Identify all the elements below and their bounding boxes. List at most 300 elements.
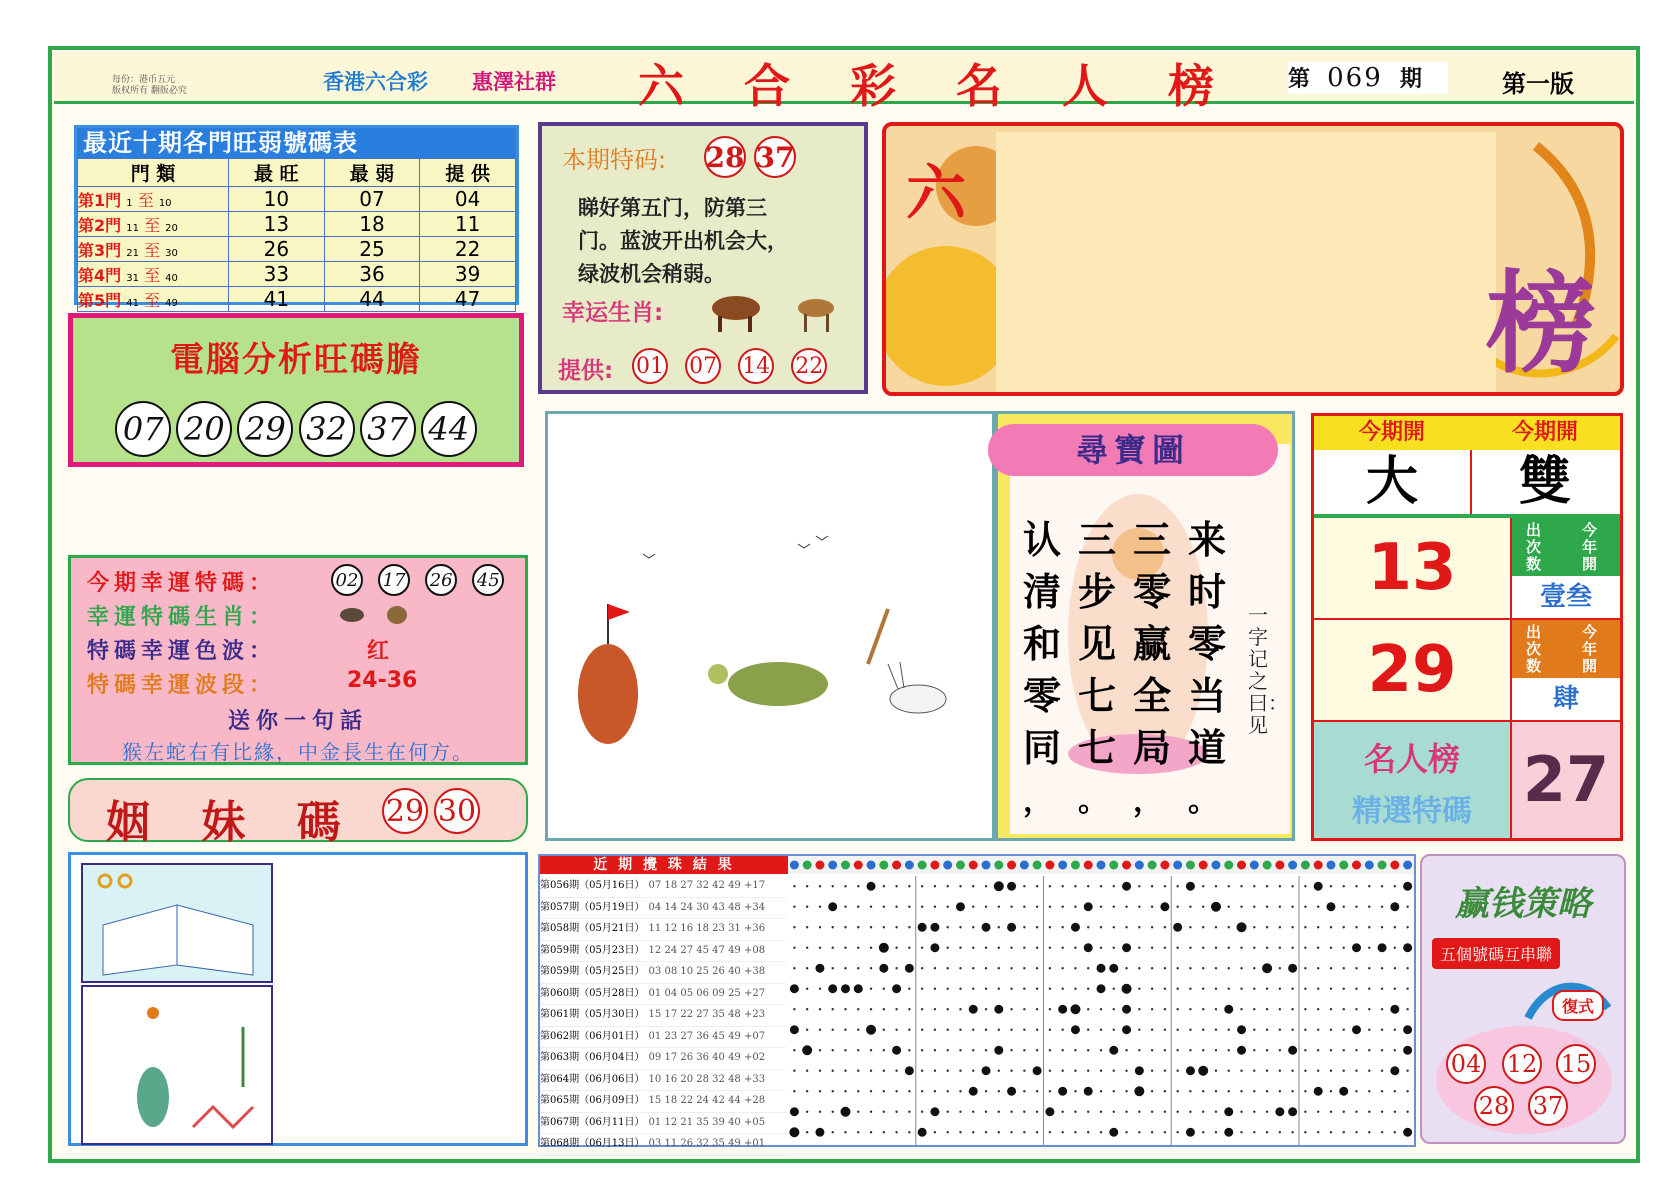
- chart-mark: [1189, 1111, 1191, 1113]
- chart-mark: [1061, 1029, 1063, 1031]
- chart-mark: [1023, 1008, 1025, 1010]
- poem-side-note: 一字记之曰：见: [1248, 603, 1288, 737]
- chart-mark: [946, 926, 948, 928]
- chart-mark: [921, 967, 923, 969]
- chart-mark: [793, 947, 795, 949]
- chart-mark: [793, 1049, 795, 1051]
- ring-icon: [119, 875, 131, 887]
- chart-mark: [1036, 1111, 1038, 1113]
- win-strategy-panel: [1420, 854, 1626, 1144]
- chart-mark: [1240, 1111, 1242, 1113]
- chart-mark: [1215, 1029, 1217, 1031]
- open-value-big: 大: [1314, 450, 1472, 514]
- chart-mark: [921, 1070, 923, 1072]
- chart-mark: [1381, 926, 1383, 928]
- chart-mark: [930, 1107, 939, 1116]
- chart-mark: [946, 906, 948, 908]
- chart-mark: [819, 1070, 821, 1072]
- chart-mark: [1176, 988, 1178, 990]
- chart-mark: [1288, 964, 1297, 973]
- chart-mark: [921, 1090, 923, 1092]
- chart-mark: [1394, 1131, 1396, 1133]
- chart-mark: [994, 881, 1004, 891]
- chart-mark: [844, 967, 846, 969]
- poem-column: 三零赢全局: [1133, 517, 1172, 770]
- chart-mark: [946, 1131, 948, 1133]
- chart-mark: [1343, 1111, 1345, 1113]
- ox-leg-icon: [748, 316, 752, 332]
- lucky-zodiac-label: 幸运生肖:: [562, 300, 664, 326]
- goat-leg-icon: [826, 314, 829, 332]
- number-ball: 07: [115, 401, 171, 457]
- row-numbers: 12 24 27 45 47 49 +08: [648, 944, 766, 956]
- poem-punct: ，: [1023, 784, 1053, 819]
- chart-mark: [972, 1029, 974, 1031]
- chart-mark: [1368, 1090, 1370, 1092]
- chart-mark: [1033, 1066, 1042, 1075]
- chart-mark: [895, 1070, 897, 1072]
- chart-mark: [1343, 1008, 1345, 1010]
- chart-mark: [1087, 1070, 1089, 1072]
- chart-mark: [1100, 1111, 1102, 1113]
- chart-mark: [1122, 882, 1131, 891]
- chart-mark: [998, 1111, 1000, 1113]
- chart-row: [540, 919, 786, 941]
- win-strategy-subtitle: 五個號碼互串聯: [1432, 938, 1560, 969]
- chart-mark: [1100, 1131, 1102, 1133]
- column-header: 最 弱: [324, 159, 420, 187]
- chart-title: 近 期 攪 珠 結 果: [540, 856, 788, 874]
- chart-mark: [1202, 885, 1204, 887]
- chart-mark: [789, 1127, 799, 1137]
- row-label: 第062期（06月01日）: [540, 1030, 645, 1042]
- row-numbers: 01 12 21 35 39 40 +05: [648, 1116, 766, 1128]
- header-ball-icon: [1314, 861, 1323, 870]
- number-ball: 14: [738, 348, 774, 384]
- sister-code-panel: [68, 778, 528, 848]
- count-tag-text: 今年開: [1582, 623, 1598, 675]
- chart-mark: [828, 984, 837, 993]
- chart-mark: [1403, 882, 1412, 891]
- chart-mark: [1189, 926, 1191, 928]
- chart-mark: [1240, 1131, 1242, 1133]
- chart-mark: [1125, 926, 1127, 928]
- chart-mark: [1010, 947, 1012, 949]
- chart-mark: [921, 1111, 923, 1113]
- row-label: 第056期（05月16日）: [540, 880, 645, 891]
- cold-number: 18: [324, 212, 420, 237]
- poem-column: 认清和零同: [1023, 517, 1062, 770]
- row-numbers: 04 14 24 30 43 48 +34: [648, 901, 766, 913]
- lucky-row-label: 特碼幸運色波：: [87, 639, 277, 664]
- chart-mark: [790, 1025, 799, 1034]
- door-table-title: 最近十期各門旺弱號碼表: [77, 128, 516, 158]
- chart-mark: [1138, 947, 1140, 949]
- chart-mark: [1330, 1029, 1332, 1031]
- bottom-left-panel: [68, 852, 528, 1146]
- chart-mark: [1368, 906, 1370, 908]
- chart-mark: [930, 943, 939, 952]
- row-label: 第063期（06月04日）: [540, 1052, 645, 1063]
- door-from: 31: [126, 272, 139, 284]
- chart-mark: [1087, 926, 1089, 928]
- door-name: 第4門: [78, 265, 122, 285]
- chart-mark: [806, 967, 808, 969]
- chart-row: [540, 984, 786, 1006]
- chart-mark: [1189, 967, 1191, 969]
- chart-mark: [1049, 1049, 1051, 1051]
- tortoise-hare-illustration: [548, 414, 992, 838]
- chart-mark: [1406, 906, 1408, 908]
- chart-mark: [1023, 906, 1025, 908]
- chart-mark: [819, 1090, 821, 1092]
- chart-mark: [972, 1049, 974, 1051]
- tip-line: 门。蓝波开出机会大，: [578, 229, 788, 253]
- door-to-word: 至: [137, 190, 154, 210]
- chart-row: [540, 941, 786, 963]
- count-number-2: 29: [1314, 620, 1512, 720]
- chart-mark: [1339, 1087, 1348, 1096]
- chart-mark: [1045, 1107, 1054, 1116]
- chart-mark: [908, 1049, 910, 1051]
- chart-mark: [1317, 906, 1319, 908]
- chart-mark: [1074, 1049, 1076, 1051]
- chart-mark: [1291, 906, 1293, 908]
- hot-number: 10: [229, 187, 325, 212]
- chart-mark: [806, 926, 808, 928]
- chart-mark: [921, 906, 923, 908]
- chart-mark: [1343, 967, 1345, 969]
- chart-mark: [1036, 1131, 1038, 1133]
- chart-mark: [921, 885, 923, 887]
- chart-mark: [1355, 885, 1357, 887]
- chart-mark: [844, 885, 846, 887]
- story-illustration: [545, 411, 995, 841]
- chart-mark: [946, 1029, 948, 1031]
- chart-mark: [1074, 906, 1076, 908]
- chart-mark: [844, 947, 846, 949]
- row-numbers: 15 18 22 24 42 44 +28: [648, 1095, 766, 1106]
- chart-mark: [946, 1111, 948, 1113]
- chart-mark: [828, 902, 837, 911]
- chart-mark: [832, 1131, 834, 1133]
- chart-mark: [1202, 1090, 1204, 1092]
- tortoise-head-icon: [708, 664, 728, 684]
- chart-mark: [918, 923, 927, 932]
- chart-mark: [1036, 1029, 1038, 1031]
- chart-mark: [1074, 947, 1076, 949]
- chart-mark: [1317, 1111, 1319, 1113]
- chart-mark: [1189, 906, 1191, 908]
- chart-mark: [959, 1111, 961, 1113]
- chart-mark: [1253, 967, 1255, 969]
- chart-mark: [802, 1045, 812, 1055]
- count-tag-1: [1512, 518, 1620, 576]
- chart-mark: [918, 1128, 927, 1137]
- chart-mark: [892, 984, 901, 993]
- chart-mark: [1061, 906, 1063, 908]
- header-ball-icon: [1403, 861, 1412, 870]
- rabbit-icon: [890, 685, 946, 713]
- header-ball-icon: [1224, 861, 1233, 870]
- chart-mark: [1010, 1049, 1012, 1051]
- chart-mark: [1228, 906, 1230, 908]
- chart-mark: [1266, 1090, 1268, 1092]
- chart-mark: [1224, 1107, 1233, 1116]
- chart-mark: [1240, 885, 1242, 887]
- chart-row: [540, 1070, 786, 1092]
- famous-title: 名人榜: [1363, 740, 1460, 778]
- chart-mark: [832, 1029, 834, 1031]
- chart-mark: [806, 1111, 808, 1113]
- chart-mark: [1151, 1070, 1153, 1072]
- header-ball-icon: [1352, 861, 1361, 870]
- chart-mark: [844, 1090, 846, 1092]
- given-number: 04: [420, 187, 516, 212]
- chart-mark: [1023, 1090, 1025, 1092]
- door-name: 第5門: [78, 290, 122, 310]
- hot-number: 13: [229, 212, 325, 237]
- lucky-color-value: 红: [367, 639, 390, 664]
- header-ball-icon: [867, 861, 876, 870]
- rabbit-ear-icon: [888, 664, 898, 689]
- poem-column: 来时零当道: [1188, 517, 1227, 770]
- chart-mark: [1343, 1029, 1345, 1031]
- door-to-word: 至: [144, 215, 161, 235]
- chart-mark: [1202, 906, 1204, 908]
- chart-mark: [972, 967, 974, 969]
- chart-mark: [1036, 1090, 1038, 1092]
- computer-balls: [73, 401, 519, 457]
- chart-mark: [959, 967, 961, 969]
- chart-mark: [1266, 947, 1268, 949]
- chart-mark: [1151, 1111, 1153, 1113]
- chart-mark: [1176, 885, 1178, 887]
- table-row: [78, 237, 516, 262]
- chart-mark: [1330, 967, 1332, 969]
- chart-mark: [985, 947, 987, 949]
- count-tag-2: [1512, 620, 1620, 678]
- header-ball-icon: [1058, 861, 1067, 870]
- chart-mark: [1253, 926, 1255, 928]
- chart-mark: [1176, 906, 1178, 908]
- chart-mark: [1215, 1070, 1217, 1072]
- chart-mark: [870, 947, 872, 949]
- header-ball-icon: [790, 861, 799, 870]
- chart-mark: [1304, 906, 1306, 908]
- chart-mark: [946, 1049, 948, 1051]
- chart-mark: [870, 1090, 872, 1092]
- price-text: 每份：港币五元: [112, 75, 176, 85]
- header-ball-icon: [1033, 861, 1042, 870]
- chart-mark: [1253, 906, 1255, 908]
- special-code-panel: [538, 122, 868, 394]
- chart-mark: [1138, 1008, 1140, 1010]
- chart-mark: [934, 1049, 936, 1051]
- row-label: 第058期（05月21日）: [540, 923, 645, 934]
- chart-mark: [844, 926, 846, 928]
- chart-mark: [895, 885, 897, 887]
- chart-mark: [1403, 1128, 1412, 1137]
- chart-mark: [1151, 988, 1153, 990]
- chart-mark: [790, 984, 799, 993]
- chart-mark: [1074, 885, 1076, 887]
- row-label: 第059期（05月23日）: [540, 944, 645, 956]
- chart-mark: [1151, 1131, 1153, 1133]
- header-ball-icon: [918, 861, 927, 870]
- chart-mark: [1113, 1090, 1115, 1092]
- chart-mark: [1100, 926, 1102, 928]
- door-to-word: 至: [144, 265, 161, 285]
- chart-mark: [908, 1008, 910, 1010]
- chart-mark: [985, 988, 987, 990]
- chart-mark: [1036, 947, 1038, 949]
- chart-mark: [1288, 1107, 1297, 1116]
- chart-mark: [908, 906, 910, 908]
- chart-row: [540, 1048, 786, 1070]
- header-ball-icon: [1365, 861, 1374, 870]
- header-ball-icon: [803, 861, 812, 870]
- chart-mark: [1304, 1111, 1306, 1113]
- chart-mark: [1228, 885, 1230, 887]
- chart-mark: [1343, 1070, 1345, 1072]
- chart-mark: [1173, 923, 1182, 932]
- ox-goat-illustration: [706, 286, 856, 336]
- chart-mark: [1164, 967, 1166, 969]
- chart-mark: [1215, 988, 1217, 990]
- chart-mark: [1317, 1049, 1319, 1051]
- chart-mark: [1215, 926, 1217, 928]
- given-number: 22: [420, 237, 516, 262]
- chart-mark: [985, 1029, 987, 1031]
- chart-mark: [1403, 1046, 1412, 1055]
- chart-mark: [870, 926, 872, 928]
- chart-mark: [1403, 943, 1412, 952]
- chart-mark: [908, 1131, 910, 1133]
- door-from: 41: [126, 297, 139, 309]
- chart-mark: [1314, 1087, 1323, 1096]
- chart-mark: [946, 967, 948, 969]
- chart-mark: [1253, 1029, 1255, 1031]
- chart-mark: [1291, 947, 1293, 949]
- chart-mark: [1164, 926, 1166, 928]
- chart-mark: [946, 988, 948, 990]
- chart-mark: [1228, 926, 1230, 928]
- special-ball: 28: [704, 136, 746, 178]
- chart-mark: [1186, 882, 1195, 891]
- chart-mark: [1138, 1111, 1140, 1113]
- lucky-panel: [68, 555, 528, 765]
- number-ball: 22: [791, 348, 827, 384]
- chart-mark: [867, 882, 876, 891]
- chart-mark: [1125, 1111, 1127, 1113]
- table-row: [78, 262, 516, 287]
- chart-mark: [1164, 885, 1166, 887]
- chart-mark: [895, 1008, 897, 1010]
- chart-mark: [1291, 1090, 1293, 1092]
- chart-mark: [895, 906, 897, 908]
- chart-mark: [1378, 943, 1387, 952]
- chart-mark: [1224, 1128, 1233, 1137]
- title-char: 人: [1062, 59, 1108, 113]
- recent-results-chart: [538, 854, 1416, 1147]
- chart-mark: [1394, 1049, 1396, 1051]
- chart-mark: [1151, 947, 1153, 949]
- chart-mark: [1215, 967, 1217, 969]
- row-label: 第065期（06月09日）: [540, 1095, 645, 1106]
- chart-mark: [972, 885, 974, 887]
- chart-mark: [1237, 922, 1247, 932]
- chart-mark: [1164, 1049, 1166, 1051]
- bird-icon: [816, 536, 828, 540]
- chart-mark: [1368, 988, 1370, 990]
- chart-mark: [1317, 1070, 1319, 1072]
- chart-mark: [1406, 988, 1408, 990]
- header-ball-icon: [1288, 861, 1297, 870]
- chart-mark: [1138, 1029, 1140, 1031]
- chart-mark: [1122, 984, 1132, 994]
- door-cell: [78, 262, 229, 287]
- chart-mark: [1266, 885, 1268, 887]
- chart-mark: [1202, 1008, 1204, 1010]
- chart-mark: [1113, 885, 1115, 887]
- chart-mark: [1023, 885, 1025, 887]
- chart-mark: [921, 947, 923, 949]
- chart-mark: [1061, 1111, 1063, 1113]
- header-ball-icon: [982, 861, 991, 870]
- header-ball-icon: [854, 861, 863, 870]
- chart-mark: [1355, 1070, 1357, 1072]
- door-cell: [78, 237, 229, 262]
- chart-mark: [857, 926, 859, 928]
- bird-icon: [798, 544, 810, 548]
- title-char: 六: [638, 59, 684, 113]
- treasure-map-title: 尋寶圖: [988, 424, 1278, 476]
- chart-mark: [1403, 1025, 1412, 1034]
- chart-mark: [1253, 1111, 1255, 1113]
- gourd-icon: [578, 644, 638, 744]
- chart-mark: [1317, 1029, 1319, 1031]
- goat-leg-icon: [804, 314, 807, 332]
- door-to: 20: [165, 222, 178, 234]
- chart-mark: [1023, 1049, 1025, 1051]
- chart-mark: [1304, 1049, 1306, 1051]
- chart-mark: [1164, 1131, 1166, 1133]
- chart-mark: [879, 964, 888, 973]
- number-ball: 32: [299, 401, 355, 457]
- win-balls-area: [1436, 1026, 1612, 1134]
- chart-mark: [1215, 1090, 1217, 1092]
- chart-mark: [857, 885, 859, 887]
- chart-mark: [1138, 967, 1140, 969]
- chart-mark: [1125, 1070, 1127, 1072]
- chart-mark: [1135, 1066, 1144, 1075]
- chart-mark: [1381, 1131, 1383, 1133]
- chart-mark: [832, 1090, 834, 1092]
- chart-mark: [1406, 1090, 1408, 1092]
- chart-mark: [1355, 988, 1357, 990]
- chart-mark: [832, 1049, 834, 1051]
- chart-mark: [819, 906, 821, 908]
- chart-mark: [934, 1131, 936, 1133]
- chart-mark: [1113, 947, 1115, 949]
- chart-mark: [857, 1049, 859, 1051]
- chart-mark: [1266, 1049, 1268, 1051]
- chart-mark: [1010, 967, 1012, 969]
- lucky-balls: [331, 564, 504, 596]
- poem-punct: 。: [1188, 784, 1218, 819]
- chart-mark: [1215, 1008, 1217, 1010]
